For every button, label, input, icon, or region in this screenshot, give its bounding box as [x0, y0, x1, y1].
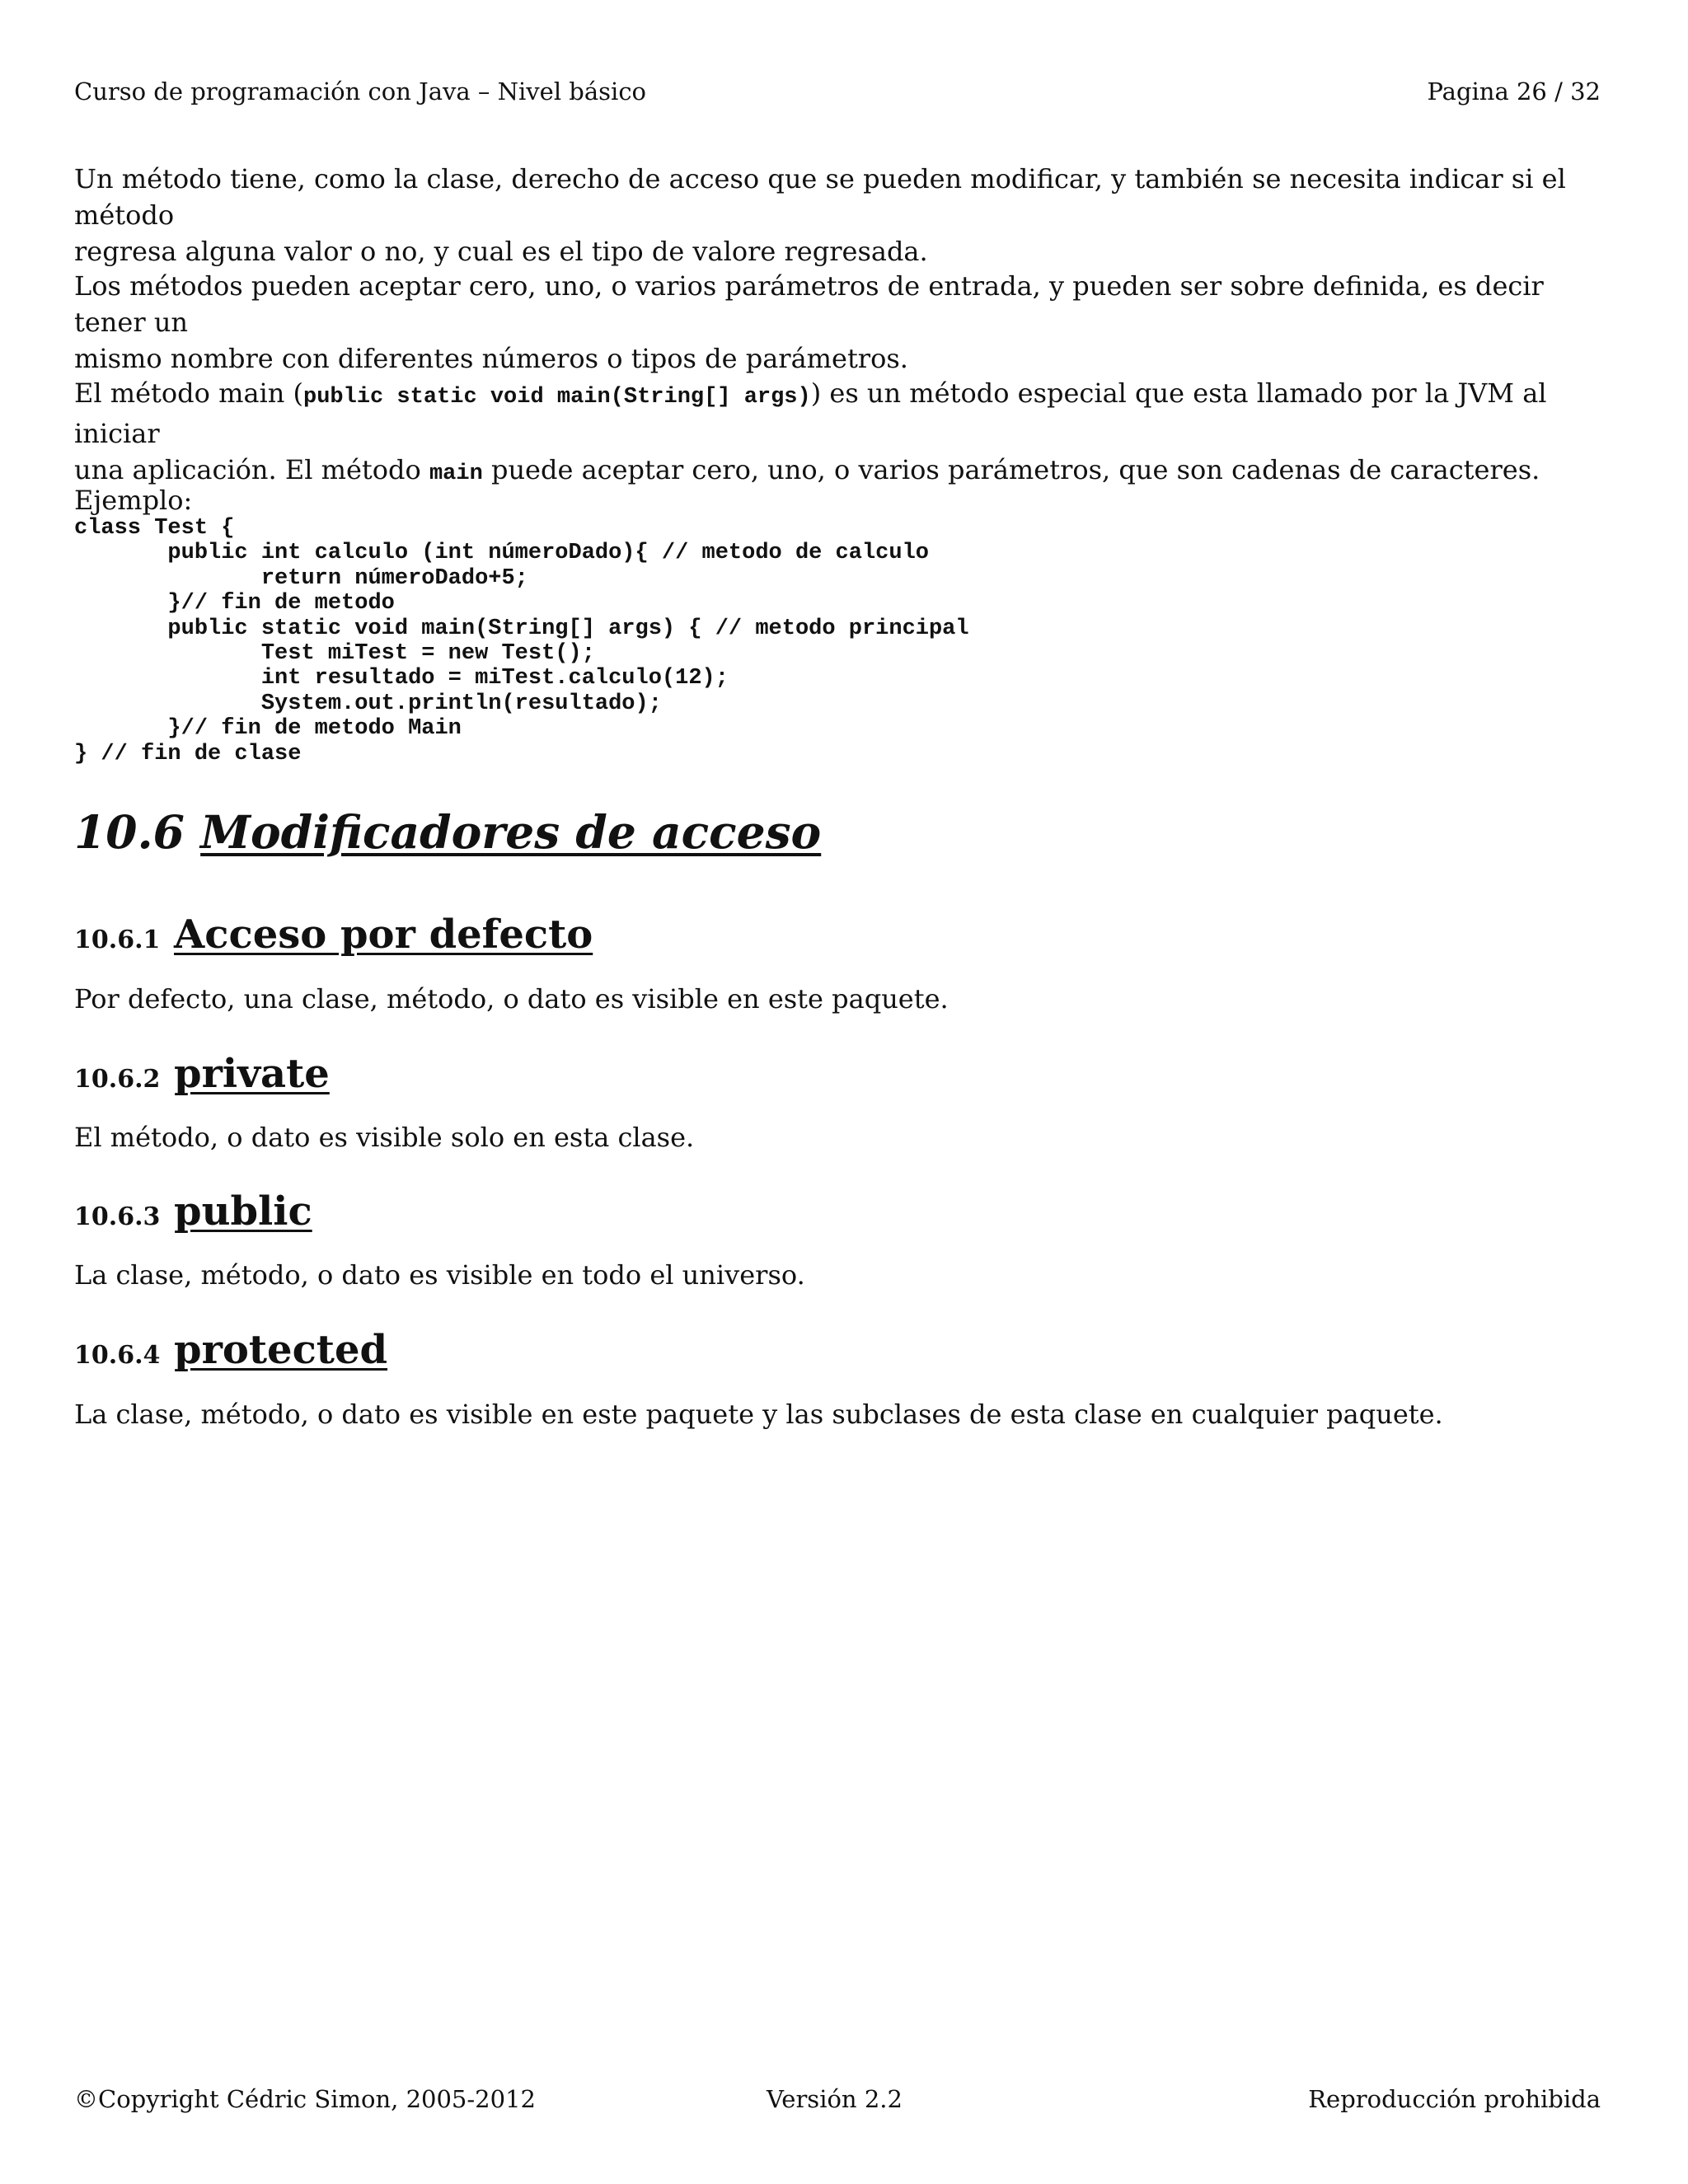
- inline-code: public static void main(String[] args): [303, 385, 811, 410]
- subsection-heading: [74, 1188, 312, 1235]
- paragraph-line: Un método tiene, como la clase, derecho de acceso que se pueden modificar, y también se necesita indicar si el método: [74, 163, 1566, 231]
- subsection-heading: [74, 1327, 387, 1373]
- paragraph-line: regresa alguna valor o no, y cual es el tipo de valore regresada.: [74, 236, 928, 267]
- text-segment: una aplicación. El método: [74, 454, 429, 485]
- section-heading: [74, 805, 822, 859]
- page-number: Pagina 26 / 32: [1427, 77, 1601, 105]
- document-page: [74, 0, 1607, 2184]
- subsection-title: public: [174, 1188, 312, 1235]
- subsection-number: 10.6.1: [74, 926, 161, 954]
- subsection-heading: [74, 912, 593, 958]
- section-title: Modificadores de acceso: [200, 805, 822, 859]
- footer-notice: Reproducción prohibida: [1308, 2085, 1601, 2113]
- paragraph-main-method: [74, 375, 1607, 492]
- subsection-text: El método, o dato es visible solo en esta clase.: [74, 1122, 695, 1153]
- text-segment: puede aceptar cero, uno, o varios parámetros, que son cadenas de caracteres.: [482, 454, 1540, 485]
- paragraph-method-parameters: [74, 268, 1607, 377]
- subsection-number: 10.6.3: [74, 1202, 161, 1231]
- subsection-text: La clase, método, o dato es visible en todo el universo.: [74, 1259, 805, 1291]
- subsection-title: private: [174, 1051, 330, 1097]
- example-label: Ejemplo:: [74, 485, 193, 516]
- subsection-number: 10.6.2: [74, 1065, 161, 1094]
- subsection-heading: [74, 1051, 330, 1097]
- subsection-number: 10.6.4: [74, 1341, 161, 1370]
- paragraph-line: mismo nombre con diferentes números o tipos de parámetros.: [74, 343, 908, 374]
- text-segment: El método main (: [74, 377, 304, 409]
- paragraph-line: Los métodos pueden aceptar cero, uno, o varios parámetros de entrada, y pueden ser sobre definida, es decir tener un: [74, 270, 1544, 338]
- footer-copyright: ©Copyright Cédric Simon, 2005-2012: [74, 2085, 536, 2113]
- subsection-text: Por defecto, una clase, método, o dato es visible en este paquete.: [74, 983, 949, 1015]
- inline-code: main: [429, 462, 483, 486]
- subsection-text: La clase, método, o dato es visible en este paquete y las subclases de esta clase en cualquier paquete.: [74, 1399, 1443, 1430]
- code-block: class Test { public int calculo (int númeroDado){ // metodo de calculo return númeroDado+5; }// fin de metodo public static void main(String[] args) { // metodo principal Test miTest = new Test(); int resultado = miTest.calculo(12); System.out.println(resultado); }// fin de metodo Main } // fin de clase: [74, 516, 969, 766]
- course-title: Curso de programación con Java – Nivel básico: [74, 77, 647, 105]
- footer-version: Versión 2.2: [767, 2085, 903, 2113]
- subsection-title: protected: [174, 1327, 388, 1373]
- paragraph-line: [74, 375, 1607, 452]
- paragraph-method-access: [74, 161, 1607, 269]
- subsection-title: Acceso por defecto: [174, 912, 593, 958]
- section-number: 10.6: [74, 805, 185, 859]
- text-segment: ) es un método especial que esta llamado por la JVM al iniciar: [74, 377, 1547, 449]
